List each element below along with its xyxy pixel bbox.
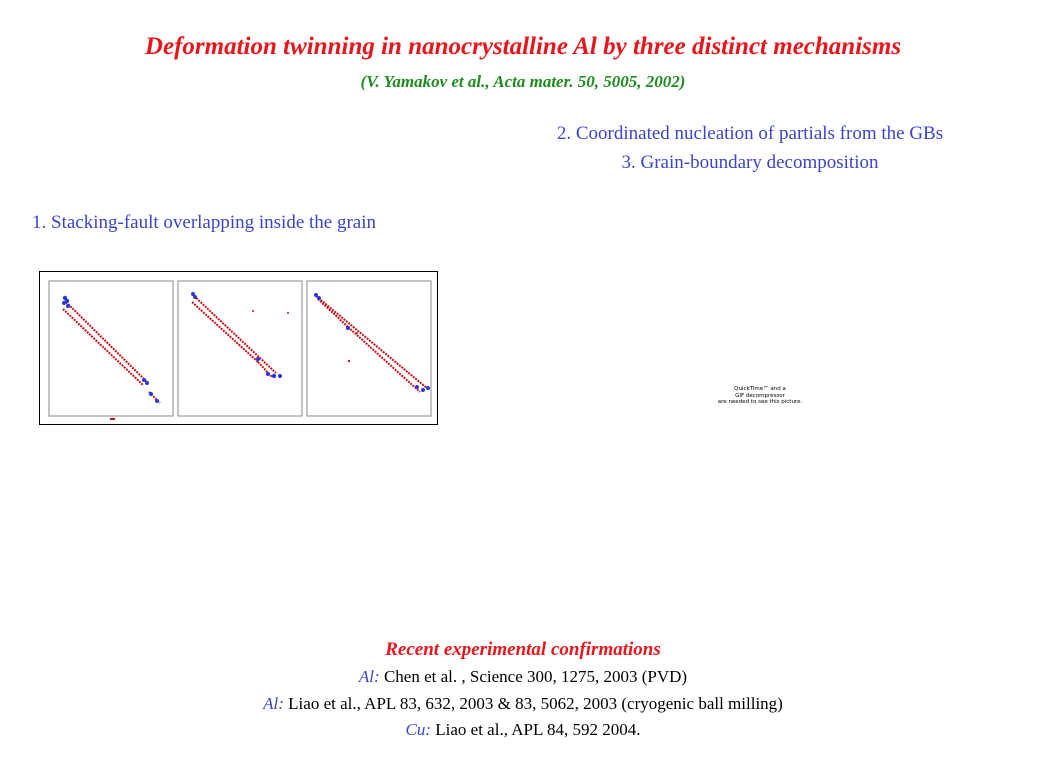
snapshot-frame-2 bbox=[178, 281, 302, 416]
reference-1 bbox=[0, 667, 1046, 687]
reference-2-text: Liao et al., APL 83, 632, 2003 & 83, 5062, 2003 (cryogenic ball milling) bbox=[283, 694, 783, 713]
reference-3-element: Cu: bbox=[405, 720, 431, 739]
mechanism-1-label: 1. Stacking-fault overlapping inside the grain bbox=[32, 212, 377, 233]
snapshots-svg bbox=[40, 272, 439, 426]
simulation-snapshots-figure bbox=[39, 271, 438, 425]
reference-1-text: Chen et al. , Science 300, 1275, 2003 (PVD) bbox=[379, 667, 688, 686]
page-title: Deformation twinning in nanocrystalline Al by three distinct mechanisms bbox=[144, 33, 902, 60]
reference-1-element: Al: bbox=[358, 667, 380, 686]
snapshot-frame-3 bbox=[307, 281, 431, 416]
reference-2 bbox=[0, 694, 1046, 714]
reference-3 bbox=[0, 720, 1046, 740]
mechanism-2-label: 2. Coordinated nucleation of partials from the GBs bbox=[556, 123, 944, 144]
placeholder-line-1: QuickTime™ and a bbox=[734, 386, 786, 392]
frame-2-border bbox=[178, 281, 302, 416]
reference-2-element: Al: bbox=[263, 694, 284, 713]
placeholder-line-3: are needed to see this picture. bbox=[717, 399, 803, 405]
frame-1-mark bbox=[110, 418, 115, 420]
snapshot-frame-1 bbox=[49, 281, 173, 420]
citation: (V. Yamakov et al., Acta mater. 50, 5005, 2002) bbox=[360, 72, 686, 91]
recent-confirmations-heading: Recent experimental confirmations bbox=[385, 639, 661, 660]
mechanism-3-label: 3. Grain-boundary decomposition bbox=[621, 152, 879, 173]
reference-3-text: Liao et al., APL 84, 592 2004. bbox=[431, 720, 641, 739]
missing-movie-placeholder bbox=[700, 386, 820, 406]
frame-3-border bbox=[307, 281, 431, 416]
placeholder-line-2: GIF decompressor bbox=[735, 392, 785, 399]
